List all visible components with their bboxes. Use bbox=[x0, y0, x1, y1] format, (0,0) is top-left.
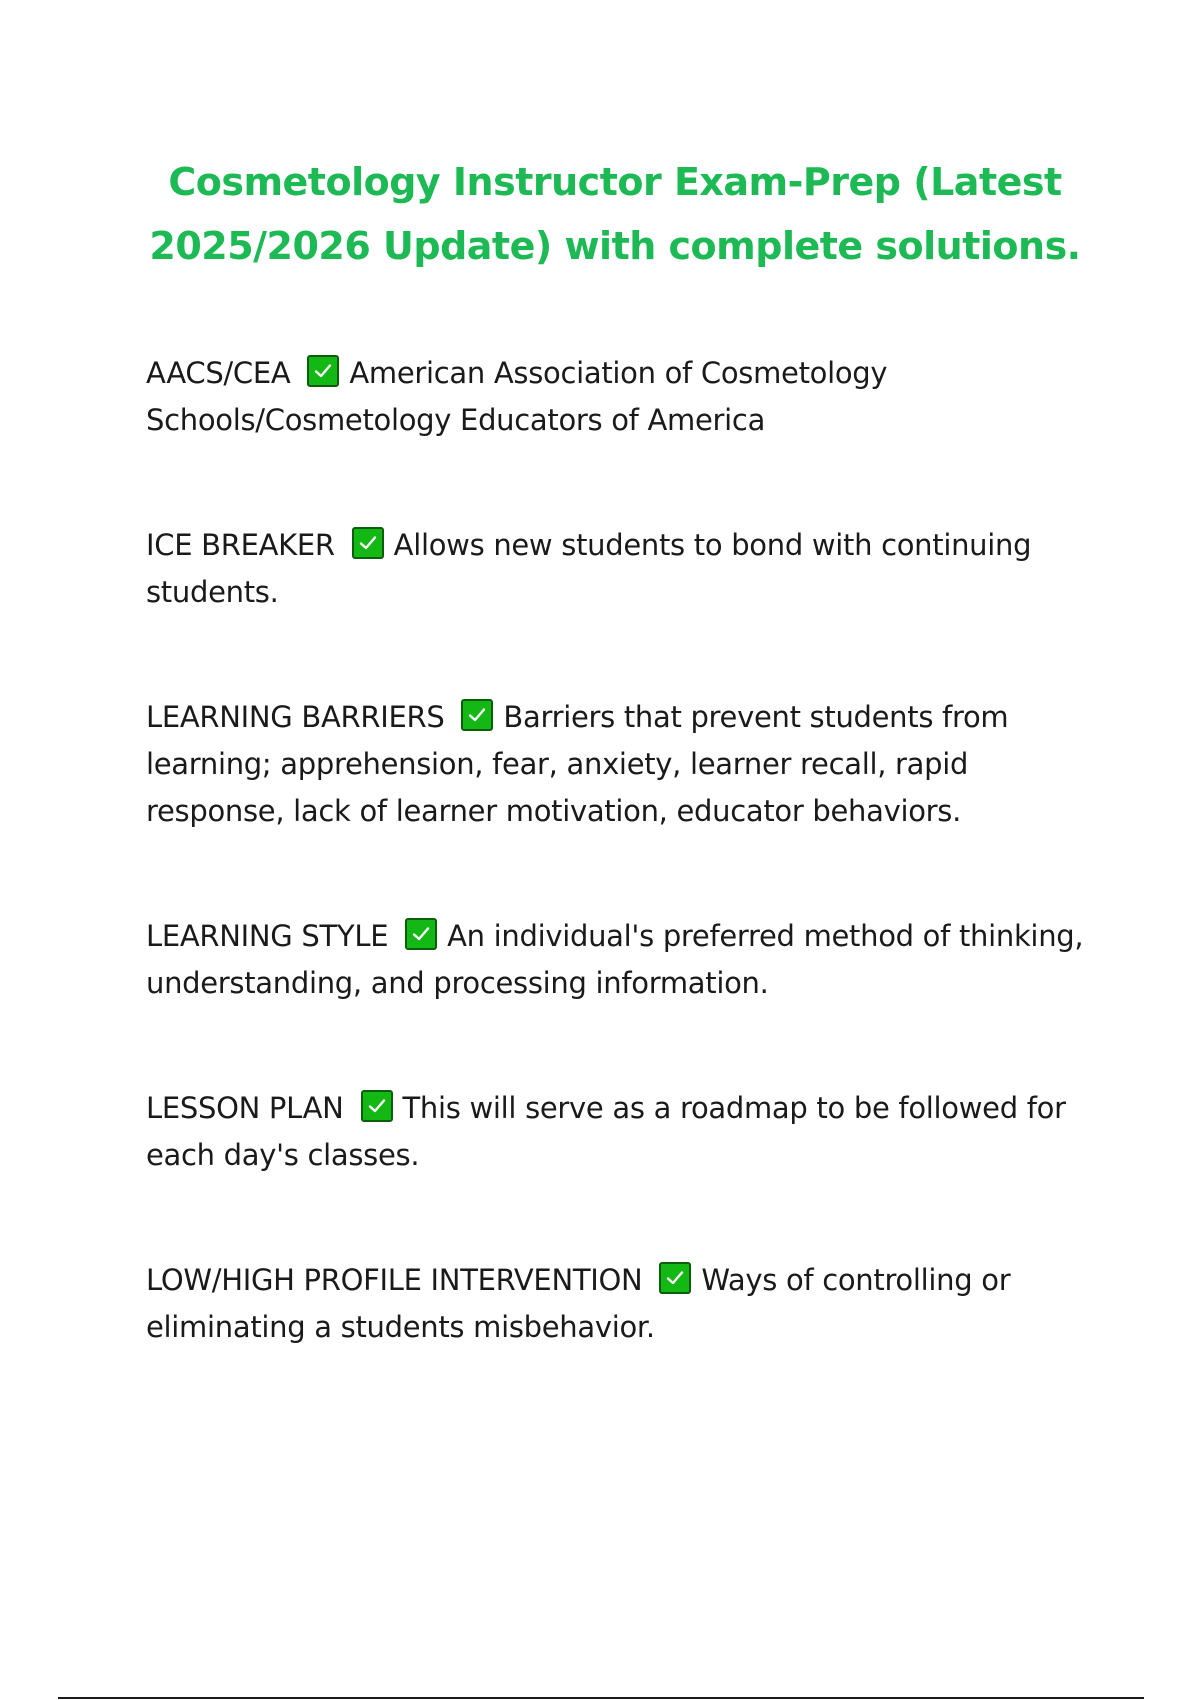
footer-divider bbox=[58, 1697, 1144, 1699]
term-entry bbox=[146, 1257, 1096, 1351]
term-definition: This will serve as a roadmap to be followed for each day's classes. bbox=[146, 1091, 1066, 1172]
term-entry bbox=[146, 522, 1096, 616]
check-mark-icon bbox=[405, 918, 437, 950]
term-definition: American Association of Cosmetology Schools/Cosmetology Educators of America bbox=[146, 356, 888, 437]
check-mark-icon bbox=[352, 527, 384, 559]
term-entry bbox=[146, 1085, 1096, 1179]
check-mark-icon bbox=[659, 1262, 691, 1294]
term-label: LOW/HIGH PROFILE INTERVENTION bbox=[146, 1263, 643, 1297]
term-definition: Barriers that prevent students from learning; apprehension, fear, anxiety, learner recall, rapid response, lack of learner motivation, educator behaviors. bbox=[146, 700, 1009, 828]
term-label: LEARNING BARRIERS bbox=[146, 700, 445, 734]
term-definition: Allows new students to bond with continuing students. bbox=[146, 528, 1032, 609]
check-mark-icon bbox=[461, 699, 493, 731]
term-label: ICE BREAKER bbox=[146, 528, 335, 562]
term-list bbox=[146, 350, 1096, 1351]
term-label: AACS/CEA bbox=[146, 356, 291, 390]
document-title: Cosmetology Instructor Exam-Prep (Latest 2025/2026 Update) with complete solutions. bbox=[149, 160, 1081, 268]
check-mark-icon bbox=[307, 355, 339, 387]
term-entry bbox=[146, 913, 1096, 1007]
term-entry bbox=[146, 350, 1096, 444]
term-label: LESSON PLAN bbox=[146, 1091, 344, 1125]
term-definition: An individual's preferred method of thinking, understanding, and processing information. bbox=[146, 919, 1084, 1000]
term-entry bbox=[146, 694, 1096, 835]
check-mark-icon bbox=[361, 1090, 393, 1122]
term-definition: Ways of controlling or eliminating a students misbehavior. bbox=[146, 1263, 1011, 1344]
term-label: LEARNING STYLE bbox=[146, 919, 389, 953]
